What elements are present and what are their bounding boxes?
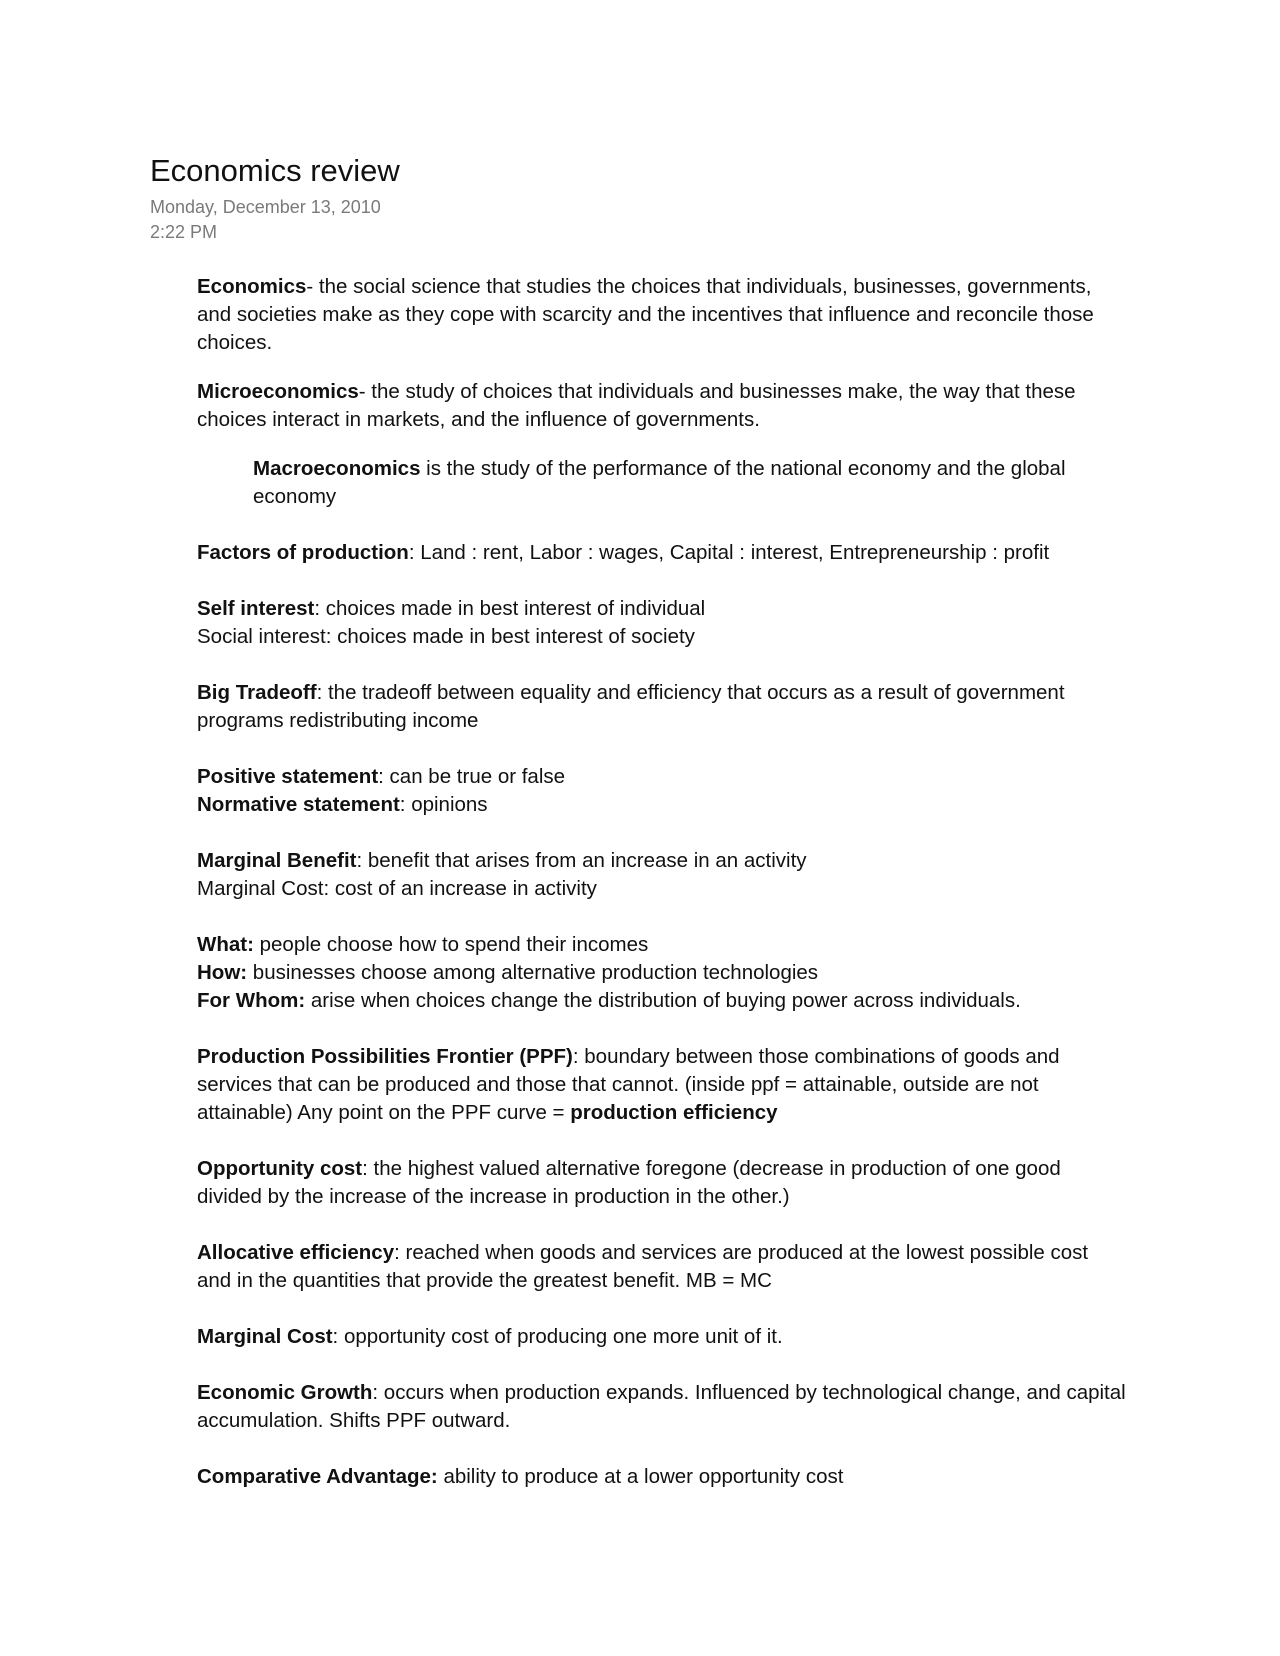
term-label: Marginal Benefit bbox=[197, 849, 357, 872]
note-line bbox=[197, 378, 1127, 434]
term-definition: people choose how to spend their incomes bbox=[253, 933, 649, 956]
note-line bbox=[197, 1155, 1127, 1211]
note-line bbox=[197, 1379, 1127, 1435]
term-label: Self interest bbox=[197, 597, 315, 620]
term-definition: : reached when goods and services are produced at the lowest possible cost and in the quantities that provide the greatest benefit. MB = MC bbox=[197, 1241, 1089, 1292]
term-label: Factors of production bbox=[197, 541, 409, 564]
term-emphasis: production efficiency bbox=[570, 1101, 778, 1124]
note-line bbox=[197, 539, 1127, 567]
note-time: 2:22 PM bbox=[150, 222, 218, 242]
term-definition: : the tradeoff between equality and efficiency that occurs as a result of government programs redistributing income bbox=[197, 681, 1065, 732]
note-allocative bbox=[197, 1239, 1127, 1295]
page-title: Economics review bbox=[150, 153, 400, 188]
note-microeconomics bbox=[197, 378, 1127, 434]
term-label: Macroeconomics bbox=[253, 457, 421, 480]
note-marginal-cost bbox=[197, 1323, 1127, 1351]
term-definition: : boundary between those combinations of goods and services that can be produced and those that cannot. (inside ppf = attainable, outside are not attainable) Any point on the PPF curve = bbox=[197, 1045, 1060, 1124]
term-definition: : opinions bbox=[399, 793, 488, 816]
term-label: How: bbox=[197, 961, 248, 984]
term-definition: - the social science that studies the choices that individuals, businesses, governments, and societies make as they cope with scarcity and the incentives that influence and reconcile those choices. bbox=[197, 275, 1094, 354]
note-interest bbox=[197, 595, 1127, 651]
term-label: Microeconomics bbox=[197, 380, 359, 403]
term-definition: arise when choices change the distribution of buying power across individuals. bbox=[305, 989, 1021, 1012]
note-line bbox=[197, 791, 1127, 819]
note-questions bbox=[197, 931, 1127, 1015]
note-body bbox=[197, 273, 1127, 1491]
term-definition: : occurs when production expands. Influenced by technological change, and capital accumulation. Shifts PPF outward. bbox=[197, 1381, 1126, 1432]
term-definition: : Land : rent, Labor : wages, Capital : interest, Entrepreneurship : profit bbox=[408, 541, 1050, 564]
note-line bbox=[197, 931, 1127, 959]
term-label: For Whom: bbox=[197, 989, 306, 1012]
term-definition: businesses choose among alternative production technologies bbox=[247, 961, 819, 984]
term-label: Marginal Cost bbox=[197, 1325, 333, 1348]
note-date: Monday, December 13, 2010 bbox=[150, 197, 381, 217]
note-line bbox=[197, 1463, 1127, 1491]
note-factors bbox=[197, 539, 1127, 567]
note-growth bbox=[197, 1379, 1127, 1435]
term-label: Economic Growth bbox=[197, 1381, 373, 1404]
term-definition: is the study of the performance of the national economy and the global economy bbox=[253, 457, 1066, 508]
note-line bbox=[197, 987, 1127, 1015]
term-definition: : the highest valued alternative foregone (decrease in production of one good divided by the increase of the increase in production in the other.) bbox=[197, 1157, 1061, 1208]
note-opportunity-cost bbox=[197, 1155, 1127, 1211]
note-line bbox=[197, 1043, 1127, 1127]
term-label: What: bbox=[197, 933, 254, 956]
term-definition: : opportunity cost of producing one more unit of it. bbox=[332, 1325, 783, 1348]
note-ppf bbox=[197, 1043, 1127, 1127]
note-line bbox=[253, 455, 1093, 511]
term-label: Opportunity cost bbox=[197, 1157, 363, 1180]
term-label: Production Possibilities Frontier (PPF) bbox=[197, 1045, 573, 1068]
term-label: Allocative efficiency bbox=[197, 1241, 395, 1264]
note-macroeconomics bbox=[253, 455, 1093, 511]
note-big-tradeoff bbox=[197, 679, 1127, 735]
term-label: Normative statement bbox=[197, 793, 400, 816]
note-line bbox=[197, 1323, 1127, 1351]
note-line bbox=[197, 679, 1127, 735]
term-definition: : can be true or false bbox=[378, 765, 566, 788]
term-definition: : choices made in best interest of individual bbox=[314, 597, 706, 620]
term-definition: ability to produce at a lower opportunity cost bbox=[437, 1465, 844, 1488]
term-definition: : benefit that arises from an increase in an activity bbox=[356, 849, 807, 872]
note-line bbox=[197, 875, 1127, 903]
note-line bbox=[197, 1239, 1127, 1295]
note-line bbox=[197, 595, 1127, 623]
term-definition: Marginal Cost: cost of an increase in activity bbox=[197, 877, 597, 900]
term-label: Positive statement bbox=[197, 765, 379, 788]
note-line bbox=[197, 959, 1127, 987]
term-definition: - the study of choices that individuals and businesses make, the way that these choices interact in markets, and the influence of governments. bbox=[197, 380, 1076, 431]
term-definition: Social interest: choices made in best interest of society bbox=[197, 625, 695, 648]
note-line bbox=[197, 847, 1127, 875]
note-comparative bbox=[197, 1463, 1127, 1491]
term-label: Comparative Advantage: bbox=[197, 1465, 438, 1488]
note-line bbox=[197, 273, 1127, 357]
note-statements bbox=[197, 763, 1127, 819]
note-line bbox=[197, 623, 1127, 651]
term-label: Big Tradeoff bbox=[197, 681, 317, 704]
note-economics bbox=[197, 273, 1127, 357]
note-line bbox=[197, 763, 1127, 791]
term-label: Economics bbox=[197, 275, 307, 298]
note-marginal bbox=[197, 847, 1127, 903]
